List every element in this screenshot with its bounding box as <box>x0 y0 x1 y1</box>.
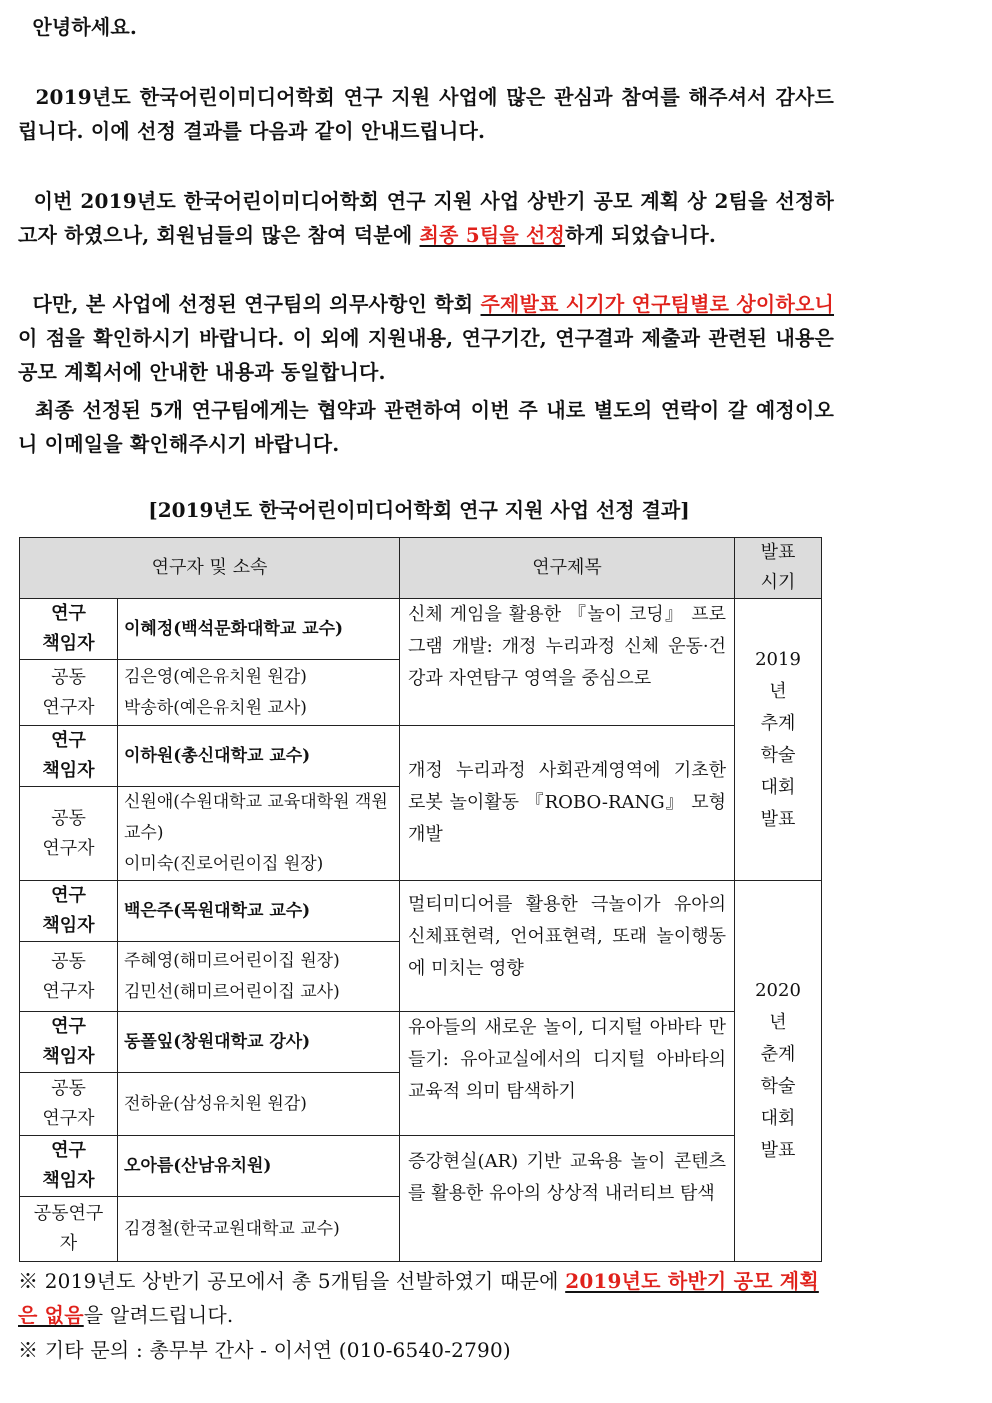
lead-label: 연구 책임자 <box>20 1136 118 1197</box>
presentation-period-2019-autumn: 2019 년 추계 학술 대회 발표 <box>735 599 822 881</box>
lead-researcher: 동폴잎(창원대학교 강사) <box>118 1012 400 1073</box>
research-title: 증강현실(AR) 기반 교육용 놀이 콘텐츠를 활용한 유아의 상상적 내러티브 탐색 <box>400 1136 735 1262</box>
co-label: 공동 연구자 <box>20 942 118 1012</box>
table-header-row <box>20 538 822 599</box>
paragraph-4 <box>18 393 834 461</box>
paragraph-2-post: 하게 되었습니다. <box>565 223 717 247</box>
header-period: 발표 시기 <box>735 538 822 599</box>
co-label: 공동연구 자 <box>20 1197 118 1262</box>
table-row <box>20 599 822 660</box>
selection-results-table <box>19 537 822 1262</box>
co-researchers: 주혜영(해미르어린이집 원장) 김민선(해미르어린이집 교사) <box>118 942 400 1012</box>
table-caption: [2019년도 한국어린이미디어학회 연구 지원 사업 선정 결과] <box>148 498 690 522</box>
paragraph-3 <box>18 287 834 389</box>
paragraph-2-pre: 이번 2019년도 한국어린이미디어학회 연구 지원 사업 상반기 공모 계획 상 2팀을 선정하고자 하였으나, 회원님들의 많은 참여 덕분에 <box>18 189 835 247</box>
lead-label: 연구 책임자 <box>20 726 118 787</box>
header-researcher: 연구자 및 소속 <box>20 538 400 599</box>
highlight-no-second-half-plan: 2019년도 하반기 공모 계획은 없음 <box>18 1269 819 1327</box>
highlight-final-five-teams: 최종 5팀을 선정 <box>419 223 566 247</box>
presentation-period-2020-spring: 2020 년 춘계 학술 대회 발표 <box>735 881 822 1262</box>
paragraph-4-text: 최종 선정된 5개 연구팀에게는 협약과 관련하여 이번 주 내로 별도의 연락이 갈 예정이오니 이메일을 확인해주시기 바랍니다. <box>18 398 834 456</box>
research-title: 신체 게임을 활용한 『놀이 코딩』 프로그램 개발: 개정 누리과정 신체 운동·건강과 자연탐구 영역을 중심으로 <box>400 599 735 726</box>
research-title: 멀티미디어를 활용한 극놀이가 유아의 신체표현력, 언어표현력, 또래 놀이행동에 미치는 영향 <box>400 881 735 1012</box>
lead-researcher: 백은주(목원대학교 교수) <box>118 881 400 942</box>
lead-label: 연구 책임자 <box>20 881 118 942</box>
note-1-pre: ※ 2019년도 상반기 공모에서 총 5개팀을 선발하였기 때문에 <box>18 1269 566 1293</box>
co-label: 공동 연구자 <box>20 787 118 881</box>
table-row <box>20 1136 822 1197</box>
research-title: 유아들의 새로운 놀이, 디지털 아바타 만들기: 유아교실에서의 디지털 아바타의 교육적 의미 탐색하기 <box>400 1012 735 1136</box>
co-researchers: 김경철(한국교원대학교 교수) <box>118 1197 400 1262</box>
note-2-text: ※ 기타 문의 : 총무부 간사 - 이서연 (010-6540-2790) <box>18 1338 511 1362</box>
highlight-presentation-timing: 주제발표 시기가 연구팀별로 상이하오니 <box>480 292 835 316</box>
lead-researcher: 이하원(총신대학교 교수) <box>118 726 400 787</box>
paragraph-3-pre: 다만, 본 사업에 선정된 연구팀의 의무사항인 학회 <box>32 292 481 316</box>
research-title: 개정 누리과정 사회관계영역에 기초한 로봇 놀이활동 『ROBO-RANG』 모형개발 <box>400 726 735 881</box>
co-researchers: 김은영(예은유치원 원감) 박송하(예은유치원 교사) <box>118 660 400 726</box>
paragraph-1 <box>18 80 834 148</box>
table-row <box>20 1012 822 1073</box>
lead-label: 연구 책임자 <box>20 599 118 660</box>
table-row <box>20 881 822 942</box>
paragraph-3-post: 이 점을 확인하시기 바랍니다. 이 외에 지원내용, 연구기간, 연구결과 제출과 관련된 내용은 공모 계획서에 안내한 내용과 동일합니다. <box>18 326 834 384</box>
lead-researcher: 오아름(산남유치원) <box>118 1136 400 1197</box>
header-title: 연구제목 <box>400 538 735 599</box>
table-row <box>20 726 822 787</box>
lead-researcher: 이혜정(백석문화대학교 교수) <box>118 599 400 660</box>
co-label: 공동 연구자 <box>20 660 118 726</box>
paragraph-1-text: 2019년도 한국어린이미디어학회 연구 지원 사업에 많은 관심과 참여를 해주셔서 감사드립니다. 이에 선정 결과를 다음과 같이 안내드립니다. <box>18 85 835 143</box>
co-researchers: 전하윤(삼성유치원 원감) <box>118 1073 400 1136</box>
greeting-text: 안녕하세요. <box>32 15 138 39</box>
paragraph-2 <box>18 184 834 252</box>
lead-label: 연구 책임자 <box>20 1012 118 1073</box>
co-researchers: 신원애(수원대학교 교육대학원 객원교수) 이미숙(진로어린이집 원장) <box>118 787 400 881</box>
note-2-contact <box>18 1333 834 1367</box>
greeting <box>18 10 834 44</box>
note-1 <box>18 1264 834 1332</box>
co-label: 공동 연구자 <box>20 1073 118 1136</box>
note-1-post: 을 알려드립니다. <box>83 1303 234 1327</box>
